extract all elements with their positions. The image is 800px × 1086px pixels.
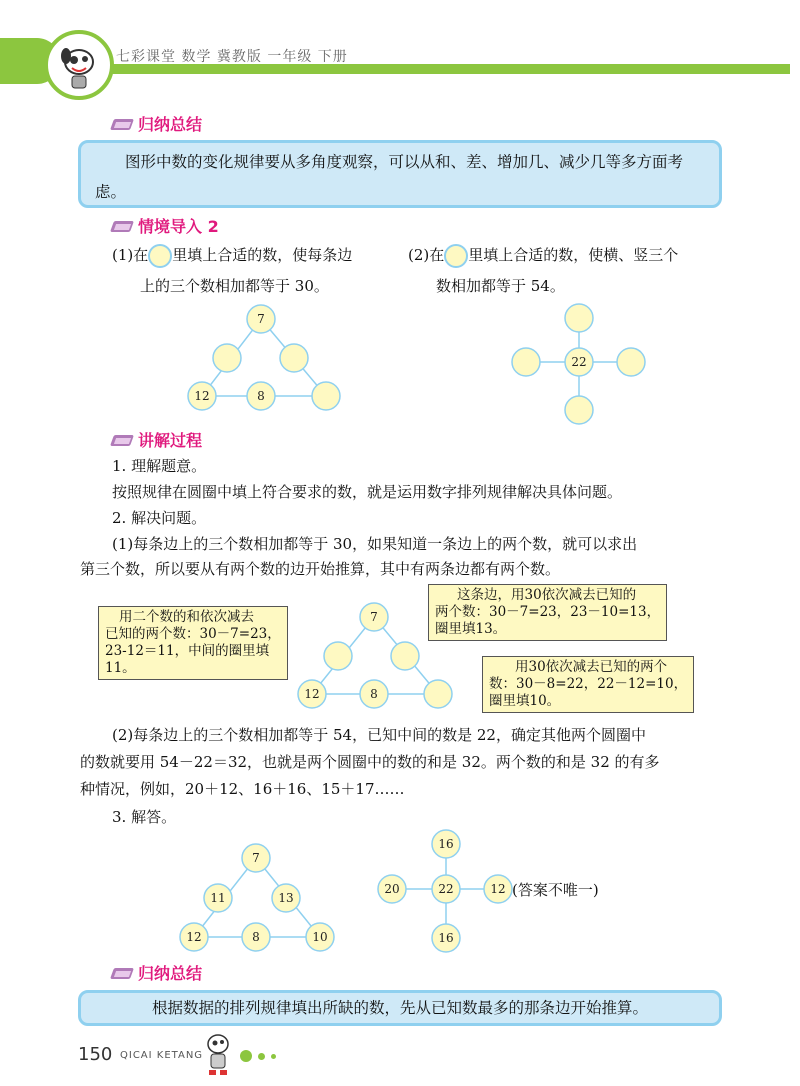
- book-icon: [112, 219, 134, 233]
- circle-mid-left: [213, 344, 241, 372]
- tri3-right-value: 10: [312, 930, 328, 944]
- problem1-prefix: (1)在: [112, 246, 149, 264]
- cross2-left-value: 20: [384, 882, 400, 896]
- step2-p1-l1: (1)每条边上的三个数相加都等于 30，如果知道一条边上的两个数，就可以求出: [112, 535, 638, 553]
- section-heading-text: 归纳总结: [138, 115, 203, 134]
- section-heading-text: 归纳总结: [138, 964, 203, 983]
- tri1-top-value: 7: [257, 312, 265, 326]
- circle-bottom-right: [312, 382, 340, 410]
- step2-title: 2. 解决问题。: [112, 509, 207, 527]
- callout-right: [482, 656, 694, 713]
- page-number: 150: [78, 1044, 113, 1065]
- tri2-top-value: 7: [370, 610, 378, 624]
- blank-circle-icon: [444, 244, 468, 268]
- book-icon: [112, 433, 134, 447]
- section-heading-explain: [112, 428, 202, 451]
- triangle-diagram-2: [290, 600, 460, 715]
- decor-dot: [271, 1054, 276, 1059]
- cross2-bottom-value: 16: [438, 931, 454, 945]
- tri2-bottom-value: 8: [370, 687, 378, 701]
- callout-line: 用二个数的和依次减去: [119, 609, 254, 625]
- problem2-suffix: 里填上合适的数，使横、竖三个: [468, 246, 679, 264]
- callout-line: 这条边，用30依次减去已知的: [457, 587, 637, 603]
- section-heading-intro: [112, 214, 219, 237]
- summary-box-2: [78, 990, 722, 1026]
- summary-text: 图形中数的变化规律要从多角度观察，可以从和、差、增加几、减少几等多方面考虑。: [95, 153, 684, 201]
- step2-p2-l3: 种情况，例如，20＋12、16＋16、15＋17……: [80, 780, 405, 798]
- tri1-bottom-value: 8: [257, 389, 265, 403]
- decor-dot: [258, 1053, 265, 1060]
- decor-dot: [240, 1050, 252, 1062]
- callout-line: 已知的两个数：30－7=23，: [105, 626, 281, 642]
- step2-p2-l2: 的数就要用 54－22＝32，也就是两个圆圈中的数的和是 32。两个数的和是 32 的有多: [80, 753, 660, 771]
- section-heading-text: 情境导入 2: [138, 217, 219, 236]
- step3-title: 3. 解答。: [112, 808, 177, 826]
- tri3-bottom-value: 8: [252, 930, 260, 944]
- tri1-left-value: 12: [194, 389, 210, 403]
- book-icon: [112, 117, 134, 131]
- answer-note: (答案不唯一): [512, 881, 599, 899]
- cross1-center-value: 22: [571, 355, 587, 369]
- problem2-prefix: (2)在: [408, 246, 445, 264]
- step1-title: 1. 理解题意。: [112, 457, 207, 475]
- callout-line: 23-12＝11，中间的圈里填: [105, 643, 270, 659]
- book-icon: [112, 966, 134, 980]
- triangle-diagram-answer: [172, 842, 342, 954]
- header-title: 七彩课堂 数学 冀教版 一年级 下册: [116, 49, 348, 65]
- callout-line: 圈里填13。: [435, 621, 507, 637]
- problem1-suffix: 里填上合适的数，使每条边: [172, 246, 353, 264]
- cross2-top-value: 16: [438, 837, 454, 851]
- problem2-line2: 数相加都等于 54。: [436, 277, 565, 295]
- cross-diagram-answer: [370, 826, 520, 956]
- section-heading-summary1: [112, 112, 202, 135]
- blank-circle-icon: [148, 244, 172, 268]
- problem2-line1: [408, 244, 678, 268]
- cross2-right-value: 12: [490, 882, 506, 896]
- section-heading-summary2: [112, 961, 202, 984]
- section-heading-text: 讲解过程: [138, 431, 203, 450]
- cross2-center-value: 22: [438, 882, 454, 896]
- tri2-left-value: 12: [304, 687, 320, 701]
- callout-top: [428, 584, 667, 641]
- footer-brand: QICAI KETANG: [120, 1050, 204, 1061]
- problem1-line1: [112, 244, 352, 268]
- footer-mascot-icon: [200, 1030, 236, 1078]
- callout-line: 两个数：30－7=23，23－10=13，: [435, 604, 661, 620]
- circle-mid-right: [280, 344, 308, 372]
- callout-left: [98, 606, 288, 680]
- step1-body: 按照规律在圆圈中填上符合要求的数，就是运用数字排列规律解决具体问题。: [112, 483, 623, 501]
- callout-line: 用30依次减去已知的两个: [515, 659, 668, 675]
- tri3-left-value: 12: [186, 930, 202, 944]
- callout-line: 圈里填10。: [489, 693, 561, 709]
- tri3-midleft-value: 11: [210, 891, 226, 905]
- cross-diagram-1: [504, 300, 654, 428]
- problem1-line2: 上的三个数相加都等于 30。: [140, 277, 329, 295]
- tri3-top-value: 7: [252, 851, 260, 865]
- step2-p1-l2: 第三个数，所以要从有两个数的边开始推算，其中有两条边都有两个数。: [80, 560, 561, 578]
- triangle-diagram-1: [180, 302, 360, 417]
- tri3-midright-value: 13: [278, 891, 294, 905]
- step2-p2-l1: (2)每条边上的三个数相加都等于 54，已知中间的数是 22，确定其他两个圆圈中: [112, 726, 646, 744]
- summary-box-1: [78, 140, 722, 208]
- callout-line: 11。: [105, 660, 136, 676]
- summary-text: 根据数据的排列规律填出所缺的数，先从已知数最多的那条边开始推算。: [151, 999, 648, 1017]
- mascot-logo-icon: [44, 30, 114, 100]
- callout-line: 数：30－8=22，22－12=10，: [489, 676, 688, 692]
